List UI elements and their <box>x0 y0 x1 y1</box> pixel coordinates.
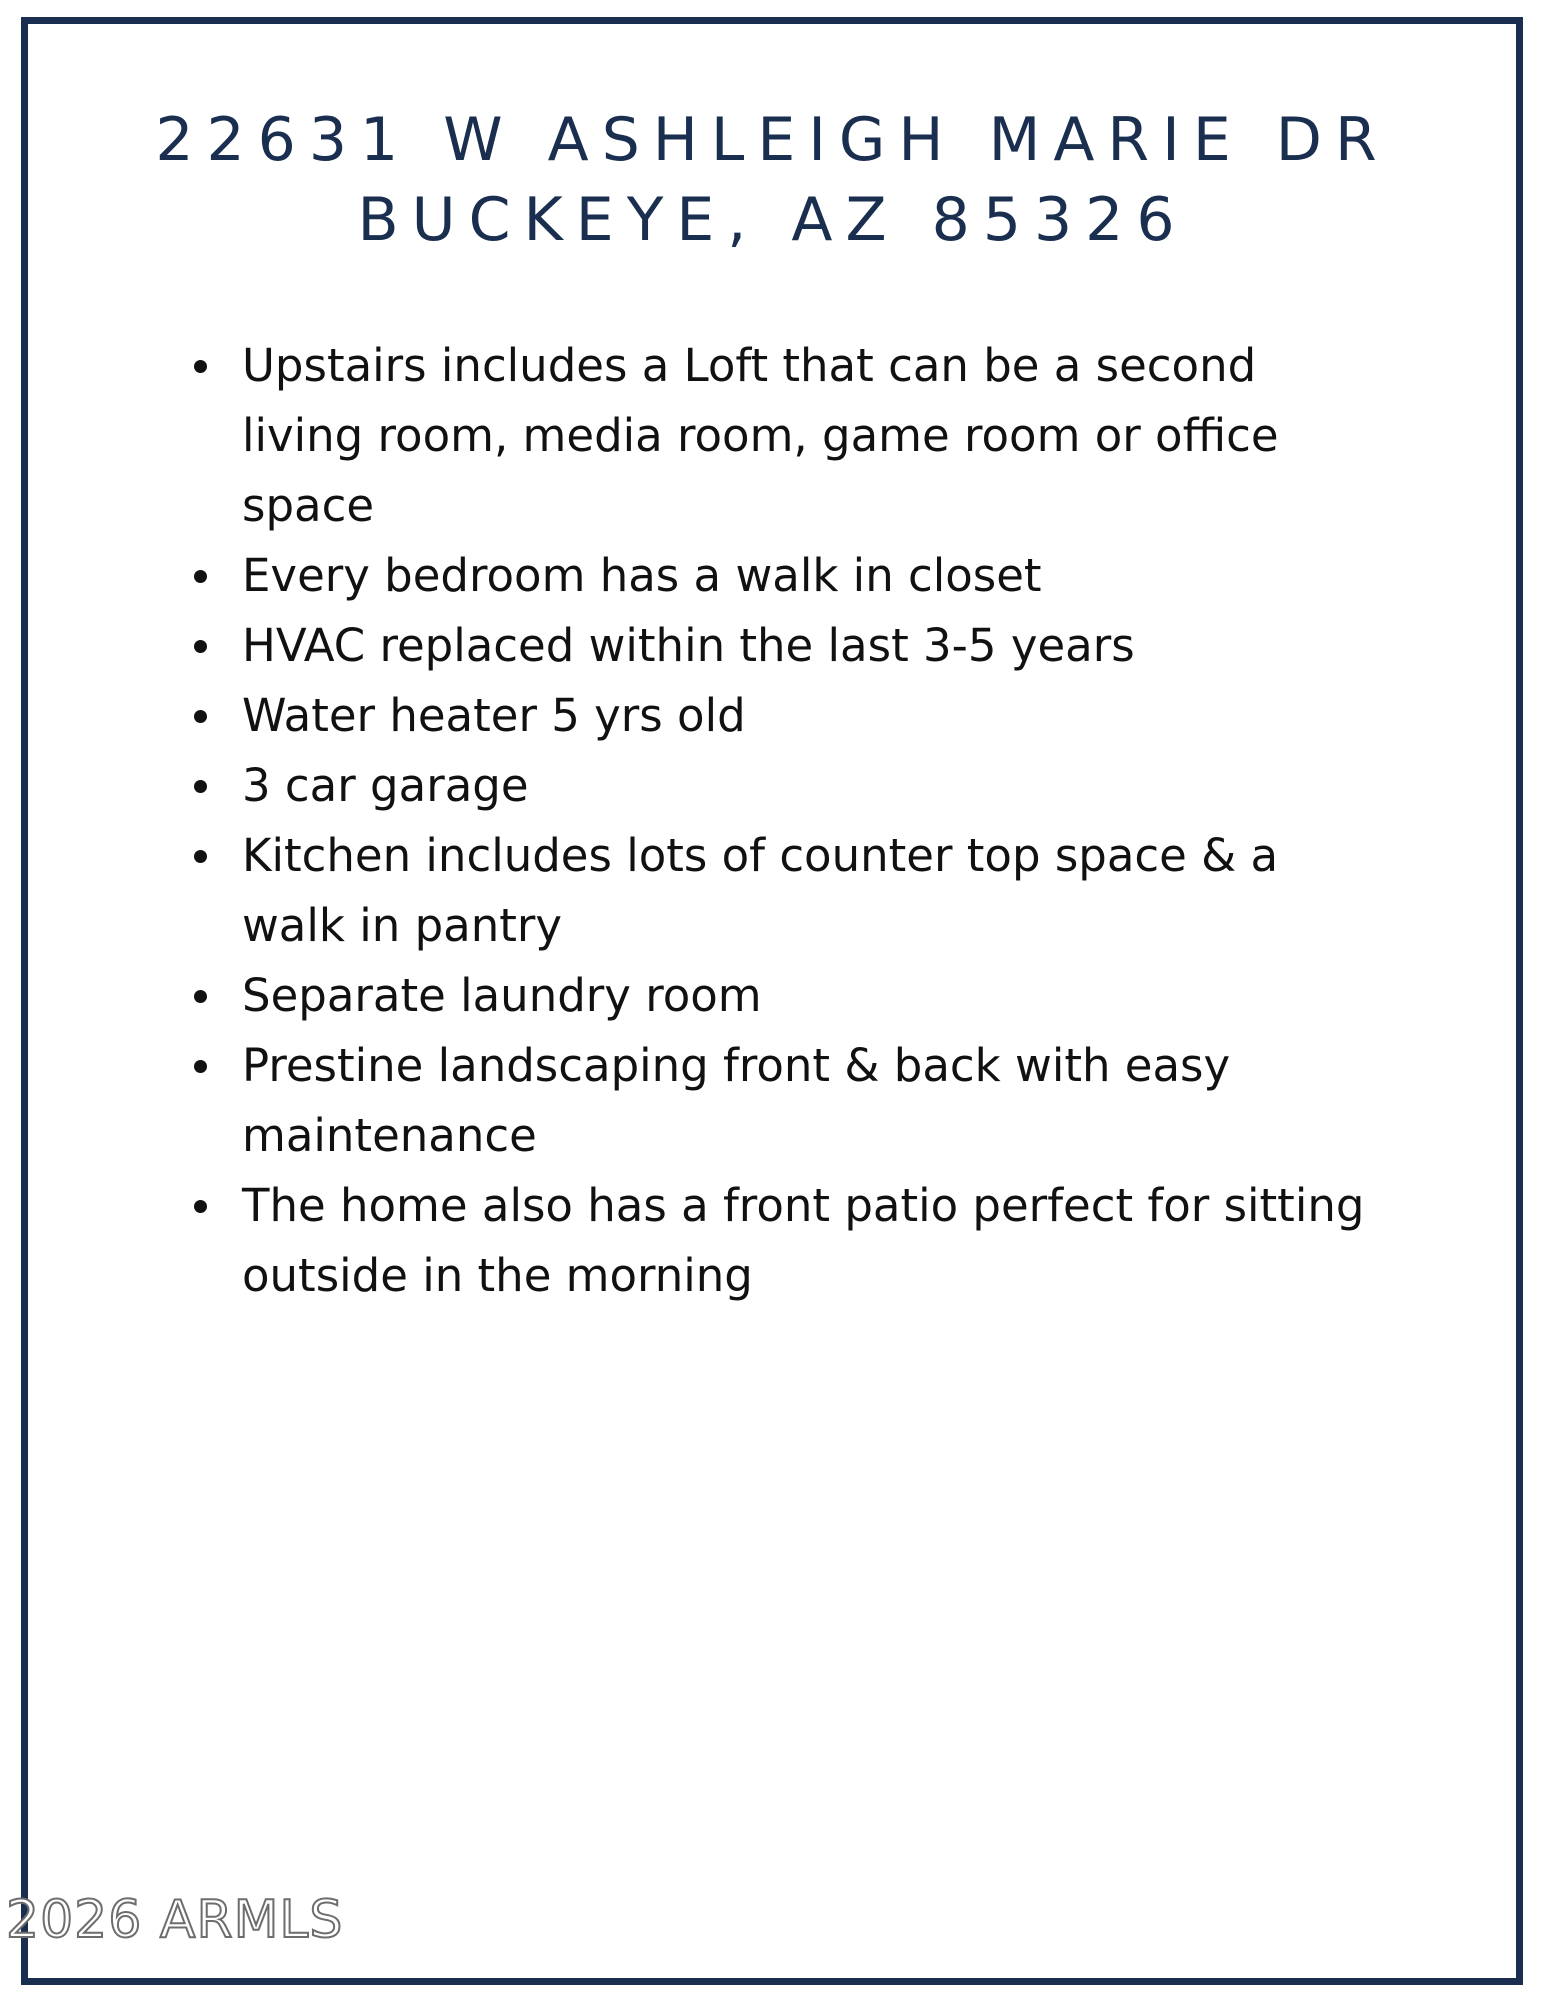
address-line-1: 22631 W ASHLEIGH MARIE DR <box>155 105 1390 175</box>
feature-text: Prestine landscaping front & back with easy maintenance <box>242 1039 1231 1162</box>
bullet-icon <box>194 1200 207 1213</box>
feature-text: Upstairs includes a Loft that can be a second living room, media room, game room or office space <box>242 339 1279 532</box>
list-item <box>0 821 1545 961</box>
bullet-icon <box>194 570 207 583</box>
feature-list <box>0 331 1545 1311</box>
list-item <box>0 751 1545 821</box>
list-item <box>0 961 1545 1031</box>
feature-text: The home also has a front patio perfect for sitting outside in the morning <box>242 1179 1365 1302</box>
bullet-icon <box>194 1060 207 1073</box>
bullet-icon <box>194 850 207 863</box>
feature-text: Every bedroom has a walk in closet <box>242 549 1042 602</box>
list-item <box>0 331 1545 541</box>
bullet-icon <box>194 710 207 723</box>
list-item <box>0 1031 1545 1171</box>
feature-text: Kitchen includes lots of counter top space & a walk in pantry <box>242 829 1279 952</box>
address-line-2: BUCKEYE, AZ 85326 <box>357 185 1188 255</box>
feature-text: 3 car garage <box>242 759 529 812</box>
list-item <box>0 1171 1545 1311</box>
list-item <box>0 541 1545 611</box>
list-item <box>0 681 1545 751</box>
list-item <box>0 611 1545 681</box>
bullet-icon <box>194 640 207 653</box>
bullet-icon <box>194 780 207 793</box>
address-heading <box>0 100 1545 260</box>
copyright-watermark: 2026 ARMLS <box>6 1890 344 1950</box>
bullet-icon <box>194 990 207 1003</box>
feature-text: Water heater 5 yrs old <box>242 689 746 742</box>
feature-text: Separate laundry room <box>242 969 762 1022</box>
bullet-icon <box>194 360 207 373</box>
feature-text: HVAC replaced within the last 3-5 years <box>242 619 1135 672</box>
